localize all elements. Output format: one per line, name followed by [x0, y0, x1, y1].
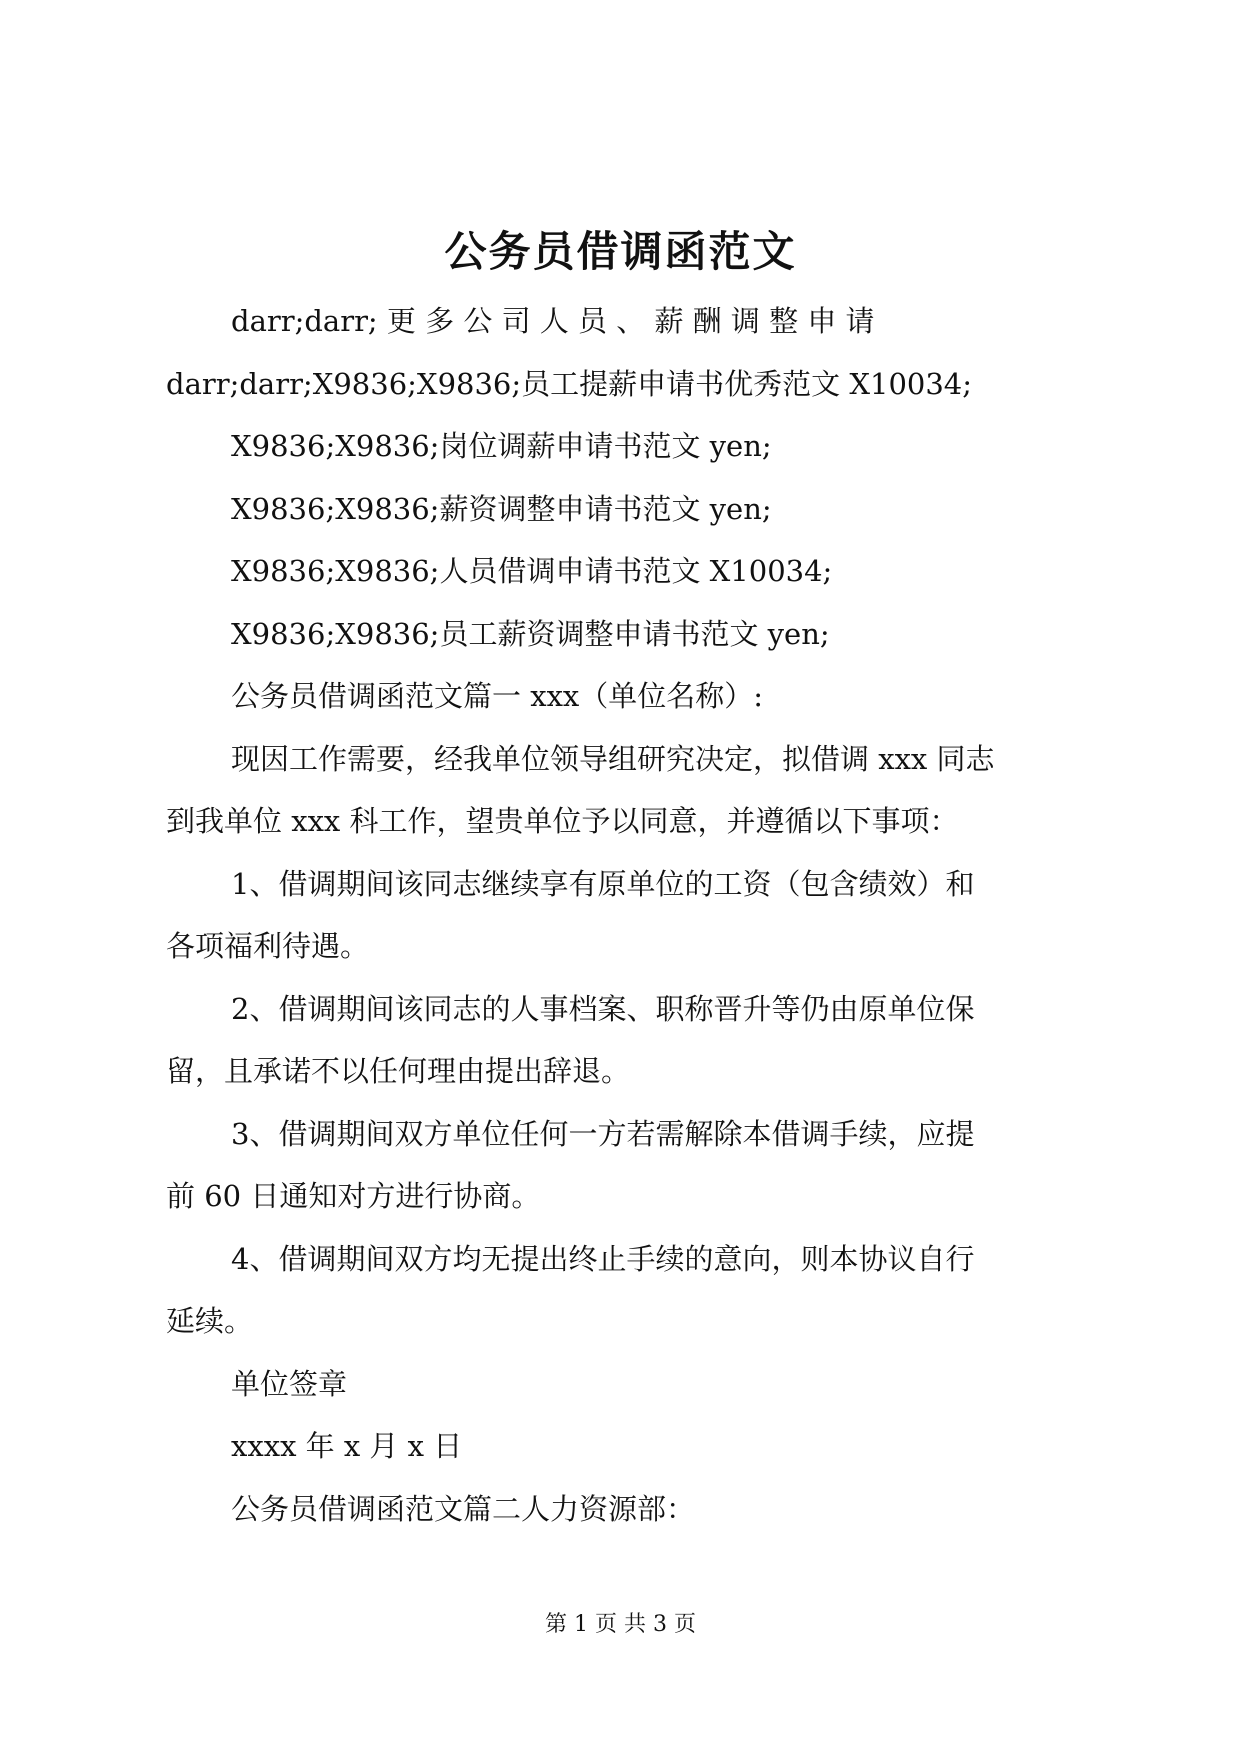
paragraph-item-4 — [166, 1228, 1082, 1353]
text-line: X9836;X9836;员工薪资调整申请书范文 yen; — [231, 616, 830, 651]
signature-label: 单位签章 — [231, 1366, 348, 1401]
date-line: xxxx 年 x 月 x 日 — [231, 1429, 463, 1463]
paragraph-item-3 — [166, 1103, 1082, 1228]
text-line: 公务员借调函范文篇一 xxx（单位名称）: — [231, 679, 764, 713]
document-body — [166, 290, 1082, 1540]
text-line: X9836;X9836;人员借调申请书范文 X10034; — [231, 554, 833, 588]
text-line: 各项福利待遇。 — [166, 929, 370, 963]
paragraph-related-links — [166, 290, 1082, 415]
page-title: 公务员借调函范文 — [444, 227, 797, 276]
page-footer: 第 1 页 共 3 页 — [545, 1612, 696, 1637]
text-line: X9836;X9836;薪资调整申请书范文 yen; — [231, 491, 772, 526]
text-line: darr;darr;X9836;X9836;员工提薪申请书优秀范文 X10034; — [166, 366, 973, 401]
text-line: 2、借调期间该同志的人事档案、职称晋升等仍由原单位保 — [231, 991, 975, 1026]
text-line: darr;darr; 更 多 公 司 人 员 、 薪 酬 调 整 申 请 — [231, 304, 875, 338]
text-line: X9836;X9836;岗位调薪申请书范文 yen; — [231, 429, 772, 463]
text-line: 1、借调期间该同志继续享有原单位的工资（包含绩效）和 — [231, 866, 975, 901]
paragraph-item-1 — [166, 853, 1082, 978]
text-line: 现因工作需要，经我单位领导组研究决定，拟借调 xxx 同志 — [231, 741, 995, 776]
text-line: 留，且承诺不以任何理由提出辞退。 — [166, 1054, 631, 1088]
text-line: 前 60 日通知对方进行协商。 — [166, 1179, 541, 1213]
paragraph-item-2 — [166, 978, 1082, 1103]
text-line: 延续。 — [166, 1304, 254, 1338]
text-line: 4、借调期间双方均无提出终止手续的意向，则本协议自行 — [231, 1241, 975, 1276]
text-line: 到我单位 xxx 科工作，望贵单位予以同意，并遵循以下事项： — [166, 804, 959, 838]
text-line: 3、借调期间双方单位任何一方若需解除本借调手续，应提 — [231, 1116, 975, 1151]
paragraph-request — [166, 728, 1082, 853]
text-line: 公务员借调函范文篇二人力资源部： — [231, 1491, 696, 1526]
